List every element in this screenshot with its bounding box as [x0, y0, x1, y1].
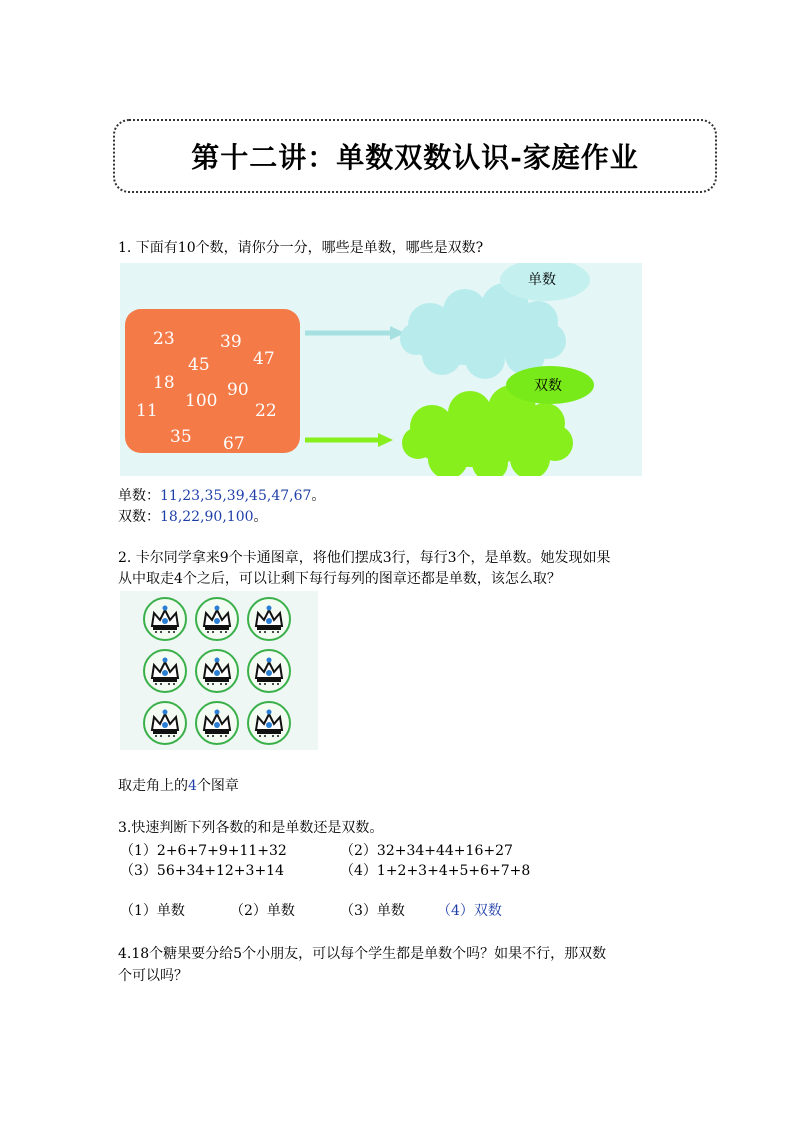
number-22: 22 [255, 401, 277, 421]
q1-question: 1. 下面有10个数，请你分一分，哪些是单数，哪些是双数? [118, 240, 484, 256]
crown-stamp-icon [143, 649, 187, 693]
q3-item-3: （3）56+34+12+3+14 [120, 863, 284, 879]
crown-stamp-icon [195, 597, 239, 641]
number-90: 90 [227, 380, 249, 400]
q3-item-1: （1）2+6+7+9+11+32 [120, 843, 287, 859]
q3-item-4: （4）1+2+3+4+5+6+7+8 [340, 863, 531, 879]
title-box [113, 119, 717, 193]
answer-odd-numbers: 11,23,35,39,45,47,67 [160, 488, 312, 504]
crown-stamp-icon [195, 701, 239, 745]
q3-answer-4: （4）双数 [437, 903, 502, 919]
answer-even-suffix: 。 [253, 509, 268, 525]
arrow-upper-icon [305, 326, 405, 340]
page-title: 第十二讲：单数双数认识-家庭作业 [191, 141, 639, 174]
q3-answer-1: （1）单数 [120, 903, 185, 919]
number-23: 23 [153, 329, 175, 349]
crown-stamp-icon [195, 649, 239, 693]
number-100: 100 [185, 391, 218, 411]
number-35: 35 [170, 427, 192, 447]
q4-line1: 4.18个糖果要分给5个小朋友，可以每个学生都是单数个吗？如果不行，那双数 [118, 946, 607, 962]
q1-answer-odd [118, 486, 325, 506]
q1-answer-even [118, 507, 268, 527]
q3-answer-3: （3）单数 [340, 903, 405, 919]
number-39: 39 [220, 332, 242, 352]
q2-answer [118, 776, 239, 796]
answer-odd-suffix: 。 [311, 488, 326, 504]
number-18: 18 [153, 373, 175, 393]
q3-answer-2: （2）单数 [230, 903, 295, 919]
q2-answer-b: 个图章 [196, 778, 239, 794]
number-67: 67 [223, 434, 245, 454]
crown-stamp-icon [143, 701, 187, 745]
crown-stamp-icon [143, 597, 187, 641]
odd-label: 单数 [528, 272, 556, 288]
arrow-lower-icon [305, 433, 393, 447]
number-47: 47 [253, 349, 275, 369]
q2-answer-a: 取走角上的 [118, 778, 188, 794]
number-45: 45 [188, 355, 210, 375]
q1-figure [120, 263, 642, 476]
q2-question-line2: 从中取走4个之后，可以让剩下每行每列的图章还都是单数，该怎么取？ [118, 571, 561, 587]
q3-question: 3.快速判断下列各数的和是单数还是双数。 [118, 820, 384, 836]
even-label: 双数 [534, 378, 562, 394]
crown-stamp-icon [247, 649, 291, 693]
q4-line2: 个可以吗？ [118, 968, 188, 984]
q2-question-line1: 2. 卡尔同学拿来9个卡通图章，将他们摆成3行，每行3个，是单数。她发现如果 [118, 550, 611, 566]
answer-even-prefix: 双数： [118, 509, 160, 525]
number-11: 11 [136, 401, 158, 421]
q1-diagram [120, 263, 642, 476]
q2-answer-number: 4 [188, 778, 197, 794]
answer-odd-prefix: 单数： [118, 488, 160, 504]
answer-even-numbers: 18,22,90,100 [160, 509, 254, 525]
crown-stamp-icon [247, 597, 291, 641]
q3-item-2: （2）32+34+44+16+27 [340, 843, 513, 859]
crown-stamp-icon [247, 701, 291, 745]
stamp-grid [120, 591, 318, 750]
